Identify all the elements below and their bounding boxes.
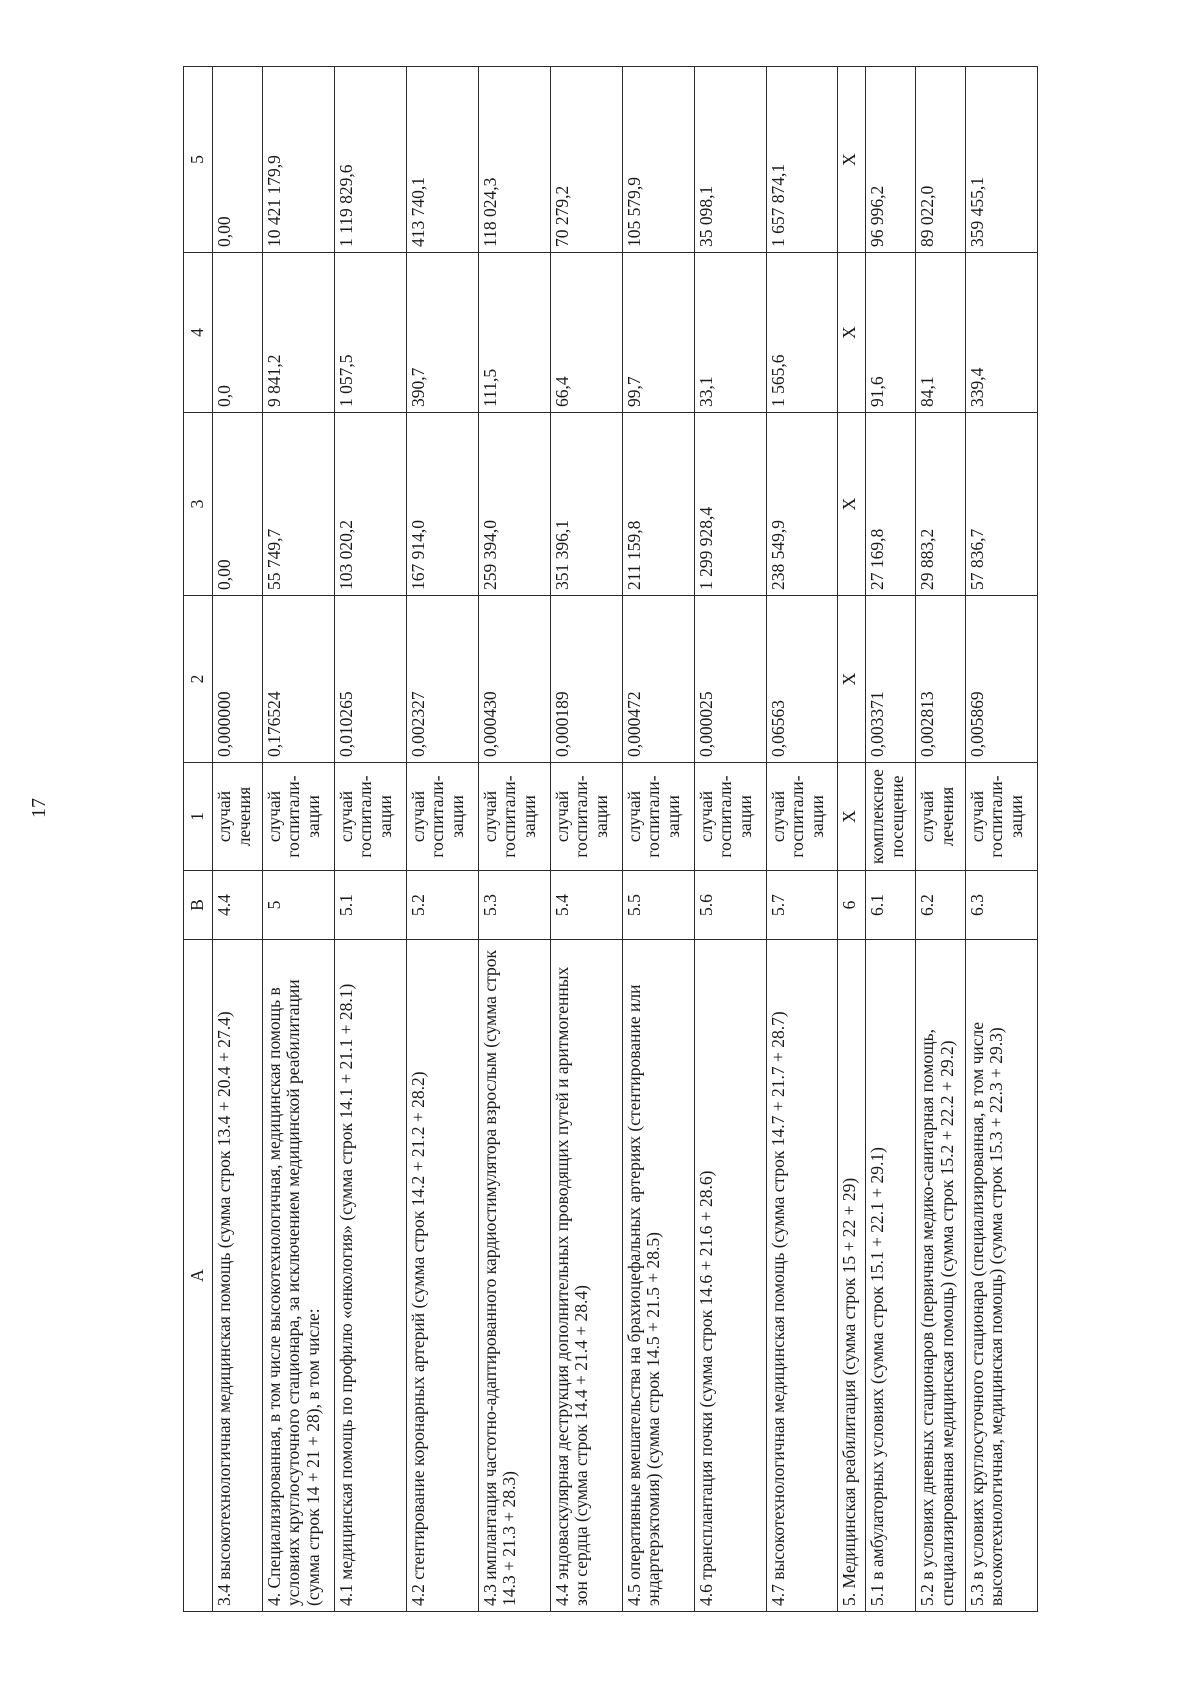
- row-code: 4.4: [213, 871, 263, 940]
- row-total: 105 579,9: [622, 67, 694, 253]
- row-per-capita: 1 057,5: [334, 253, 406, 413]
- row-per-capita: 91,6: [866, 253, 916, 413]
- row-code: 5.2: [406, 871, 478, 940]
- row-description: 5. Медицинская реабилитация (сумма строк 15 + 22 + 29): [838, 940, 866, 1612]
- table-row: [866, 67, 916, 1612]
- row-per-capita: 1 565,6: [766, 253, 838, 413]
- row-total: 0,00: [213, 67, 263, 253]
- table-row: [213, 67, 263, 1612]
- row-unit: случай лечения: [916, 763, 966, 871]
- header-row: [184, 67, 213, 1612]
- header-cell: B: [184, 871, 213, 940]
- table-row: [965, 67, 1037, 1612]
- header-cell: 5: [184, 67, 213, 253]
- table-row: [550, 67, 622, 1612]
- row-cost: 57 836,7: [965, 413, 1037, 596]
- row-total: 1 119 829,6: [334, 67, 406, 253]
- header-cell: 2: [184, 596, 213, 763]
- row-cost: 1 299 928,4: [694, 413, 766, 596]
- row-total: 10 421 179,9: [262, 67, 334, 253]
- row-cost: 29 883,2: [916, 413, 966, 596]
- row-total: X: [838, 67, 866, 253]
- row-cost: 55 749,7: [262, 413, 334, 596]
- row-unit: случай госпитали-зации: [550, 763, 622, 871]
- row-norm: 0,003371: [866, 596, 916, 763]
- table-row: [766, 67, 838, 1612]
- row-norm: 0,06563: [766, 596, 838, 763]
- table-row: [694, 67, 766, 1612]
- row-cost: 238 549,9: [766, 413, 838, 596]
- header-cell: 3: [184, 413, 213, 596]
- row-per-capita: 111,5: [478, 253, 550, 413]
- row-total: 70 279,2: [550, 67, 622, 253]
- table-row: [478, 67, 550, 1612]
- row-norm: X: [838, 596, 866, 763]
- row-total: 89 022,0: [916, 67, 966, 253]
- row-code: 5.5: [622, 871, 694, 940]
- row-cost: 351 396,1: [550, 413, 622, 596]
- row-norm: 0,176524: [262, 596, 334, 763]
- row-description: 5.3 в условиях круглосуточного стационара (специализированная, в том числе высокотехнологичная, медицинская помощь) (сумма строк 15.3 + 22.3 + 29.3): [965, 940, 1037, 1612]
- header-cell: A: [184, 940, 213, 1612]
- row-code: 6: [838, 871, 866, 940]
- row-unit: случай лечения: [213, 763, 263, 871]
- row-unit: X: [838, 763, 866, 871]
- table-row: [406, 67, 478, 1612]
- row-total: 413 740,1: [406, 67, 478, 253]
- row-code: 6.3: [965, 871, 1037, 940]
- row-cost: X: [838, 413, 866, 596]
- page-number: 17: [28, 798, 50, 818]
- table-row: [262, 67, 334, 1612]
- row-description: 3.4 высокотехнологичная медицинская помощь (сумма строк 13.4 + 20.4 + 27.4): [213, 940, 263, 1612]
- header-cell: 1: [184, 763, 213, 871]
- row-code: 6.2: [916, 871, 966, 940]
- row-norm: 0,005869: [965, 596, 1037, 763]
- row-code: 5: [262, 871, 334, 940]
- row-unit: случай госпитали-зации: [766, 763, 838, 871]
- row-cost: 167 914,0: [406, 413, 478, 596]
- row-per-capita: 390,7: [406, 253, 478, 413]
- row-per-capita: 66,4: [550, 253, 622, 413]
- row-code: 5.4: [550, 871, 622, 940]
- row-unit: случай госпитали-зации: [478, 763, 550, 871]
- row-cost: 211 159,8: [622, 413, 694, 596]
- row-code: 5.1: [334, 871, 406, 940]
- row-description: 4. Специализированная, в том числе высокотехнологичная, медицинская помощь в условиях круглосуточного стационара, за исключением медицинской реабилитации (сумма строк 14 + 21 + 28), в том числе:: [262, 940, 334, 1612]
- row-unit: случай госпитали-зации: [694, 763, 766, 871]
- row-unit: случай госпитали-зации: [965, 763, 1037, 871]
- table-row: [916, 67, 966, 1612]
- row-description: 4.2 стентирование коронарных артерий (сумма строк 14.2 + 21.2 + 28.2): [406, 940, 478, 1612]
- row-cost: 27 169,8: [866, 413, 916, 596]
- row-norm: 0,002813: [916, 596, 966, 763]
- row-unit: случай госпитали-зации: [262, 763, 334, 871]
- row-total: 35 098,1: [694, 67, 766, 253]
- row-per-capita: X: [838, 253, 866, 413]
- row-per-capita: 339,4: [965, 253, 1037, 413]
- row-code: 6.1: [866, 871, 916, 940]
- table-row: [838, 67, 866, 1612]
- row-total: 1 657 874,1: [766, 67, 838, 253]
- row-norm: 0,000025: [694, 596, 766, 763]
- table-row: [622, 67, 694, 1612]
- row-norm: 0,000189: [550, 596, 622, 763]
- row-cost: 259 394,0: [478, 413, 550, 596]
- row-norm: 0,000430: [478, 596, 550, 763]
- row-per-capita: 9 841,2: [262, 253, 334, 413]
- row-unit: случай госпитали-зации: [622, 763, 694, 871]
- row-unit: случай госпитали-зации: [334, 763, 406, 871]
- row-description: 4.3 имплантация частотно-адаптированного кардиостимулятора взрослым (сумма строк 14.3 + 21.3 + 28.3): [478, 940, 550, 1612]
- row-per-capita: 99,7: [622, 253, 694, 413]
- row-description: 4.5 оперативные вмешательства на брахиоцефальных артериях (стентирование или эндартерэктомия) (сумма строк 14.5 + 21.5 + 28.5): [622, 940, 694, 1612]
- row-total: 96 996,2: [866, 67, 916, 253]
- row-code: 5.3: [478, 871, 550, 940]
- row-description: 4.1 медицинская помощь по профилю «онкология» (сумма строк 14.1 + 21.1 + 28.1): [334, 940, 406, 1612]
- row-total: 118 024,3: [478, 67, 550, 253]
- row-description: 5.1 в амбулаторных условиях (сумма строк 15.1 + 22.1 + 29.1): [866, 940, 916, 1612]
- row-norm: 0,002327: [406, 596, 478, 763]
- row-code: 5.6: [694, 871, 766, 940]
- row-cost: 103 020,2: [334, 413, 406, 596]
- row-per-capita: 33,1: [694, 253, 766, 413]
- row-code: 5.7: [766, 871, 838, 940]
- row-per-capita: 0,0: [213, 253, 263, 413]
- row-norm: 0,010265: [334, 596, 406, 763]
- row-description: 4.6 трансплантация почки (сумма строк 14.6 + 21.6 + 28.6): [694, 940, 766, 1612]
- row-cost: 0,00: [213, 413, 263, 596]
- row-description: 4.4 эндоваскулярная деструкция дополнительных проводящих путей и аритмогенных зон сердца (сумма строк 14.4 + 21.4 + 28.4): [550, 940, 622, 1612]
- header-cell: 4: [184, 253, 213, 413]
- row-norm: 0,000000: [213, 596, 263, 763]
- row-unit: случай госпитали-зации: [406, 763, 478, 871]
- row-description: 4.7 высокотехнологичная медицинская помощь (сумма строк 14.7 + 21.7 + 28.7): [766, 940, 838, 1612]
- row-unit: комплексное посещение: [866, 763, 916, 871]
- table-row: [334, 67, 406, 1612]
- row-per-capita: 84,1: [916, 253, 966, 413]
- data-table: [183, 66, 1038, 1612]
- rotated-table-area: [183, 67, 1038, 1612]
- row-total: 359 455,1: [965, 67, 1037, 253]
- row-description: 5.2 в условиях дневных стационаров (первичная медико-санитарная помощь, специализированная медицинская помощь) (сумма строк 15.2 + 22.2 + 29.2): [916, 940, 966, 1612]
- row-norm: 0,000472: [622, 596, 694, 763]
